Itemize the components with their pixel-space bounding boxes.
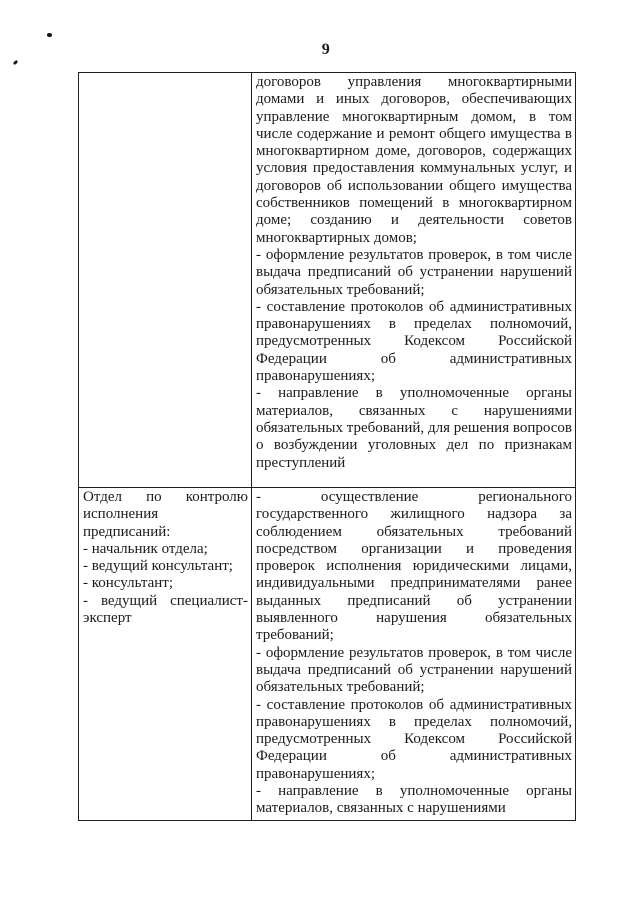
department-cell [79,488,252,821]
function-paragraph: - составление протоколов об административных правонарушениях в пределах полномочий, предусмотренных Кодексом Российской Федерации об административных правонарушениях; [256,696,572,782]
staff-item: - начальник отдела; [83,540,208,557]
department-cell-empty [79,73,252,488]
functions-cell-continuation [252,73,576,488]
function-paragraph: - осуществление регионального государственного жилищного надзора за соблюдением обязательных требований посредством организации и проведения проверок исполнения юридическими лицами, индивидуальными предпринимателями ранее выданных предписаний об устранении выявленного нарушения обязательных требований; [256,489,572,644]
table-row [79,73,576,488]
department-functions-table [78,72,576,821]
function-paragraph: - оформление результатов проверок, в том числе выдача предписаний об устранении нарушений обязательных требований; [256,644,572,696]
function-paragraph: - направление в уполномоченные органы материалов, связанных с нарушениями [256,783,572,817]
function-paragraph: - направление в уполномоченные органы материалов, связанных с нарушениями обязательных требований, для решения вопросов о возбуждении уголовных дел по признакам преступлений [256,385,572,471]
department-title: Отдел по контролю исполнения предписаний: [83,489,248,540]
function-paragraph: договоров управления многоквартирными домами и иных договоров, обеспечивающих управление многоквартирным домом, в том числе содержание и ремонт общего имущества в многоквартирном доме, договоров, содержащих условия предоставления коммунальных услуг, и договоров об использовании общего имущества собственников помещений в многоквартирном доме; созданию и деятельности советов многоквартирных домов; [256,74,572,246]
ink-speck [47,32,53,37]
table-row [79,488,576,821]
staff-item: - консультант; [83,575,173,592]
functions-cell [252,488,576,821]
ink-speck [13,60,19,65]
staff-item: - ведущий специалист-эксперт [83,592,248,627]
function-paragraph: - составление протоколов об административных правонарушениях в пределах полномочий, предусмотренных Кодексом Российской Федерации об административных правонарушениях; [256,298,572,385]
function-paragraph: - оформление результатов проверок, в том числе выдача предписаний об устранении нарушений обязательных требований; [256,246,572,298]
staff-item: - ведущий консультант; [83,558,233,575]
page-number: 9 [321,41,331,58]
